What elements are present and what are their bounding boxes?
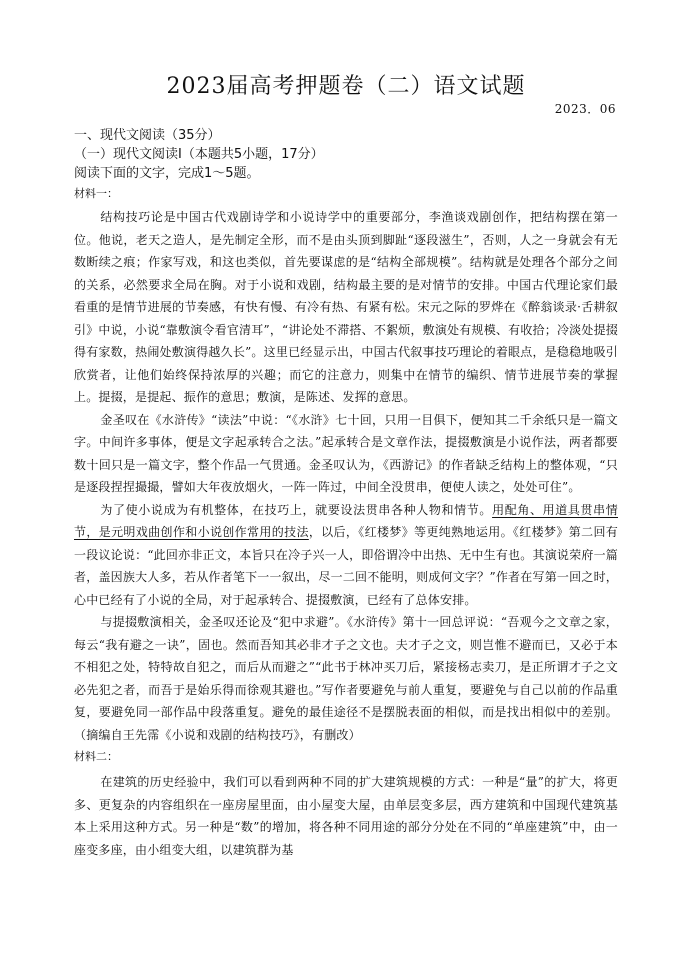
reading-instruction: 阅读下面的文字，完成1～5题。 (74, 166, 260, 181)
material-1-paragraph-4: 与提掇敷演相关，金圣叹还论及“犯中求避”。《水浒传》第十一回总评说：“吾观今之文章之家，每云“我有避之一诀”，固也。然而吾知其必非才子之文也。夫才子之文，则岂惟不避而已，又必于本不相犯之处，特特故自犯之，而后从而避之”“此书于林冲买刀后，紧接杨志卖刀，是正所谓才子之文必先犯之者，而吾于是始乐得而徐观其避也。”写作者要避免与前人重复，要避免与自己以前的作品重复，要避免同一部作品中段落重复。避免的最佳途径不是摆脱表面的相似，而是找出相似中的差别。（摘编自王先霈《小说和戏剧的结构技巧》，有删改） (74, 615, 618, 742)
material-1-paragraph-2: 金圣叹在《水浒传》“读法”中说：“《水浒》七十回，只用一目俱下，便知其二千余纸只是一篇文字。中间许多事体，便是文字起承转合之法。”起承转合是文章作法，提掇敷演是小说作法，两者都要数十回只是一篇文字，整个作品一气贯通。金圣叹认为，《西游记》的作者缺乏结构上的整体观，“只是逐段捏捏撮撮，譬如大年夜放烟火，一阵一阵过，中间全没贯串，便使人读之，处处可住”。 (74, 412, 618, 494)
section-heading: 一、现代文阅读（35分） (74, 128, 221, 143)
material-1-paragraph-3 (74, 499, 618, 612)
material-1-label: 材料一： (74, 187, 118, 200)
material-2-paragraph-1: 在建筑的历史经验中，我们可以看到两种不同的扩大建筑规模的方式：一种是“量”的扩大，将更多、更复杂的内容组织在一座房屋里面，由小屋变大屋，由单层变多层，西方建筑和中国现代建筑基本上采用这种方式。另一种是“数”的增加，将各种不同用途的部分分处在不同的“单座建筑”中，由一座变多座，由小组变大组，以建筑群为基 (74, 775, 618, 857)
page-title: 2023届高考押题卷（二）语文试题 (166, 74, 526, 99)
subsection-heading: （一）现代文阅读Ⅰ（本题共5小题，17分） (74, 147, 324, 162)
exam-date: 2023．06 (554, 102, 616, 116)
paragraph-3-text-start: 为了使小说成为有机整体，在技巧上，就要设法贯串各种人物和情节。 (100, 502, 493, 517)
material-1-paragraph-1: 结构技巧论是中国古代戏剧诗学和小说诗学中的重要部分，李渔谈戏剧创作，把结构摆在第一位。他说，老天之造人，是先制定全形，而不是由头顶到脚趾“逐段滋生”，否则，人之一身就会有无数断续之痕；作家写戏，和这也类似，首先要谋虑的是“结构全部规模”。结构就是处理各个部分之间的关系，必然要求全局在胸。对于小说和戏剧，结构最主要的是对情节的安排。中国古代理论家们最看重的是情节进展的节奏感，有快有慢、有冷有热、有紧有松。宋元之际的罗烨在《醉翁谈录·舌耕叙引》中说，小说“靠敷演令看官清耳”，“讲论处不滞搭、不絮烦，敷演处有规模、有收拾；冷淡处提掇得有家数，热闹处敷演得越久长”。这里已经显示出，中国古代叙事技巧理论的着眼点，是稳稳地吸引欣赏者，让他们始终保持浓厚的兴趣；而它的注意力，则集中在情节的编织、情节进展节奏的掌握上。提掇，是提起、振作的意思；敷演，是陈述、发挥的意思。 (74, 210, 618, 404)
material-2-label: 材料二： (74, 750, 118, 763)
paragraph-3-text-end: ，以后，《红楼梦》等更纯熟地运用。《红楼梦》第二回有一段议论说：“此回亦非正文，本旨只在冷子兴一人，即俗谓冷中出热、无中生有也。其演说荣府一篇者，盖因族大人多，若从作者笔下一一叙出，尽一二回不能明，则成何文字？”作者在写第一回之时，心中已经有了小说的全局，对于起承转合、提掇敷演，已经有了总体安排。 (74, 525, 618, 607)
underlined-sentence: 用配角、用道具贯串情节，是元明戏曲创作和小说创作常用的技法 (74, 502, 618, 539)
